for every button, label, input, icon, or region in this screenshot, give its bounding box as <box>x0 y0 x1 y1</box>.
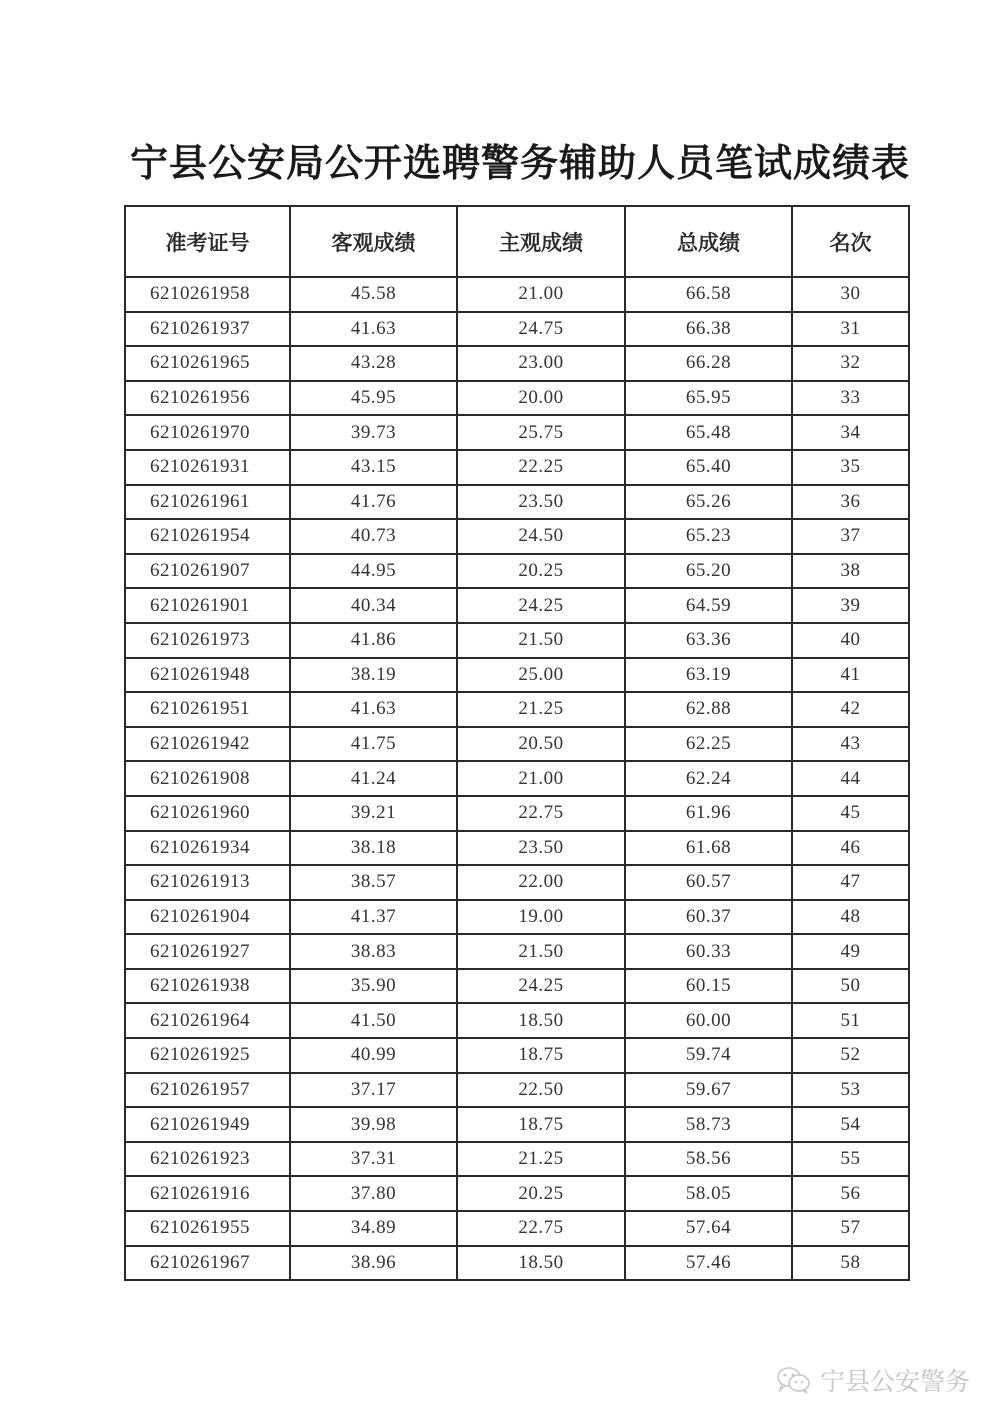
table-row <box>125 554 909 589</box>
cell-objective-score: 37.31 <box>290 1142 457 1177</box>
cell-exam-id: 6210261965 <box>125 346 290 381</box>
header-total-score: 总成绩 <box>625 206 792 277</box>
cell-subjective-score: 18.50 <box>457 1246 625 1281</box>
cell-total-score: 65.26 <box>625 485 792 520</box>
cell-total-score: 63.36 <box>625 623 792 658</box>
cell-objective-score: 38.57 <box>290 865 457 900</box>
cell-objective-score: 41.75 <box>290 727 457 762</box>
cell-objective-score: 40.73 <box>290 519 457 554</box>
table-row <box>125 865 909 900</box>
cell-subjective-score: 22.25 <box>457 450 625 485</box>
table-row <box>125 1073 909 1108</box>
cell-rank: 36 <box>792 485 909 520</box>
cell-total-score: 66.58 <box>625 277 792 312</box>
cell-objective-score: 41.86 <box>290 623 457 658</box>
cell-subjective-score: 23.00 <box>457 346 625 381</box>
cell-subjective-score: 22.00 <box>457 865 625 900</box>
cell-total-score: 57.46 <box>625 1246 792 1281</box>
cell-rank: 32 <box>792 346 909 381</box>
watermark-text: 宁县公安警务 <box>819 1367 970 1396</box>
cell-subjective-score: 20.50 <box>457 727 625 762</box>
cell-exam-id: 6210261957 <box>125 1073 290 1108</box>
cell-rank: 46 <box>792 831 909 866</box>
cell-objective-score: 41.37 <box>290 900 457 935</box>
cell-exam-id: 6210261904 <box>125 900 290 935</box>
cell-rank: 33 <box>792 381 909 416</box>
cell-rank: 54 <box>792 1107 909 1142</box>
cell-exam-id: 6210261949 <box>125 1107 290 1142</box>
cell-subjective-score: 24.25 <box>457 969 625 1004</box>
cell-rank: 49 <box>792 934 909 969</box>
table-row <box>125 588 909 623</box>
cell-objective-score: 41.63 <box>290 312 457 347</box>
header-exam-id: 准考证号 <box>125 206 290 277</box>
cell-exam-id: 6210261907 <box>125 554 290 589</box>
cell-exam-id: 6210261964 <box>125 1003 290 1038</box>
cell-exam-id: 6210261955 <box>125 1211 290 1246</box>
table-row <box>125 1246 909 1281</box>
cell-subjective-score: 21.00 <box>457 761 625 796</box>
cell-exam-id: 6210261970 <box>125 415 290 450</box>
table-row <box>125 381 909 416</box>
table-row <box>125 692 909 727</box>
cell-subjective-score: 18.50 <box>457 1003 625 1038</box>
cell-exam-id: 6210261901 <box>125 588 290 623</box>
cell-exam-id: 6210261960 <box>125 796 290 831</box>
table-row <box>125 727 909 762</box>
cell-objective-score: 41.63 <box>290 692 457 727</box>
cell-total-score: 60.15 <box>625 969 792 1004</box>
header-rank: 名次 <box>792 206 909 277</box>
cell-objective-score: 39.98 <box>290 1107 457 1142</box>
cell-rank: 56 <box>792 1176 909 1211</box>
cell-subjective-score: 25.00 <box>457 658 625 693</box>
cell-objective-score: 38.96 <box>290 1246 457 1281</box>
cell-exam-id: 6210261948 <box>125 658 290 693</box>
cell-subjective-score: 21.25 <box>457 1142 625 1177</box>
cell-total-score: 58.73 <box>625 1107 792 1142</box>
cell-subjective-score: 22.75 <box>457 1211 625 1246</box>
cell-rank: 40 <box>792 623 909 658</box>
cell-rank: 50 <box>792 969 909 1004</box>
cell-subjective-score: 21.25 <box>457 692 625 727</box>
cell-exam-id: 6210261973 <box>125 623 290 658</box>
cell-total-score: 61.68 <box>625 831 792 866</box>
cell-objective-score: 43.28 <box>290 346 457 381</box>
cell-objective-score: 41.24 <box>290 761 457 796</box>
cell-rank: 52 <box>792 1038 909 1073</box>
cell-subjective-score: 22.50 <box>457 1073 625 1108</box>
cell-subjective-score: 20.25 <box>457 554 625 589</box>
cell-rank: 43 <box>792 727 909 762</box>
table-row <box>125 934 909 969</box>
cell-exam-id: 6210261951 <box>125 692 290 727</box>
cell-exam-id: 6210261958 <box>125 277 290 312</box>
table-row <box>125 623 909 658</box>
cell-objective-score: 41.76 <box>290 485 457 520</box>
cell-exam-id: 6210261942 <box>125 727 290 762</box>
cell-total-score: 64.59 <box>625 588 792 623</box>
cell-objective-score: 38.83 <box>290 934 457 969</box>
cell-rank: 45 <box>792 796 909 831</box>
cell-subjective-score: 24.75 <box>457 312 625 347</box>
cell-exam-id: 6210261956 <box>125 381 290 416</box>
cell-objective-score: 40.99 <box>290 1038 457 1073</box>
cell-rank: 48 <box>792 900 909 935</box>
cell-objective-score: 39.21 <box>290 796 457 831</box>
cell-objective-score: 40.34 <box>290 588 457 623</box>
document-title: 宁县公安局公开选聘警务辅助人员笔试成绩表 <box>129 140 910 185</box>
table-row <box>125 450 909 485</box>
cell-exam-id: 6210261923 <box>125 1142 290 1177</box>
cell-objective-score: 38.19 <box>290 658 457 693</box>
cell-objective-score: 41.50 <box>290 1003 457 1038</box>
cell-subjective-score: 19.00 <box>457 900 625 935</box>
cell-exam-id: 6210261927 <box>125 934 290 969</box>
table-row <box>125 277 909 312</box>
cell-rank: 47 <box>792 865 909 900</box>
cell-total-score: 62.24 <box>625 761 792 796</box>
header-objective-score: 客观成绩 <box>290 206 457 277</box>
table-row <box>125 831 909 866</box>
cell-total-score: 58.05 <box>625 1176 792 1211</box>
cell-objective-score: 37.17 <box>290 1073 457 1108</box>
table-row <box>125 1176 909 1211</box>
cell-subjective-score: 20.25 <box>457 1176 625 1211</box>
cell-objective-score: 43.15 <box>290 450 457 485</box>
table-row <box>125 346 909 381</box>
cell-total-score: 58.56 <box>625 1142 792 1177</box>
cell-rank: 58 <box>792 1246 909 1281</box>
cell-rank: 51 <box>792 1003 909 1038</box>
cell-subjective-score: 24.25 <box>457 588 625 623</box>
table-row <box>125 485 909 520</box>
cell-total-score: 60.37 <box>625 900 792 935</box>
cell-total-score: 60.00 <box>625 1003 792 1038</box>
cell-rank: 42 <box>792 692 909 727</box>
cell-objective-score: 38.18 <box>290 831 457 866</box>
table-row <box>125 658 909 693</box>
cell-exam-id: 6210261913 <box>125 865 290 900</box>
cell-total-score: 60.57 <box>625 865 792 900</box>
cell-exam-id: 6210261938 <box>125 969 290 1004</box>
cell-total-score: 66.28 <box>625 346 792 381</box>
table-row <box>125 969 909 1004</box>
cell-subjective-score: 21.50 <box>457 934 625 969</box>
table-header-row <box>125 206 909 277</box>
cell-total-score: 61.96 <box>625 796 792 831</box>
cell-objective-score: 34.89 <box>290 1211 457 1246</box>
cell-rank: 31 <box>792 312 909 347</box>
cell-rank: 35 <box>792 450 909 485</box>
cell-subjective-score: 18.75 <box>457 1038 625 1073</box>
table-row <box>125 1211 909 1246</box>
cell-objective-score: 44.95 <box>290 554 457 589</box>
cell-exam-id: 6210261967 <box>125 1246 290 1281</box>
cell-exam-id: 6210261916 <box>125 1176 290 1211</box>
cell-subjective-score: 18.75 <box>457 1107 625 1142</box>
cell-total-score: 57.64 <box>625 1211 792 1246</box>
cell-subjective-score: 25.75 <box>457 415 625 450</box>
cell-subjective-score: 21.50 <box>457 623 625 658</box>
cell-subjective-score: 21.00 <box>457 277 625 312</box>
scores-table <box>124 205 910 1281</box>
cell-objective-score: 45.58 <box>290 277 457 312</box>
cell-exam-id: 6210261934 <box>125 831 290 866</box>
cell-exam-id: 6210261931 <box>125 450 290 485</box>
cell-objective-score: 37.80 <box>290 1176 457 1211</box>
table-row <box>125 1003 909 1038</box>
cell-rank: 34 <box>792 415 909 450</box>
cell-total-score: 65.95 <box>625 381 792 416</box>
table-row <box>125 1038 909 1073</box>
cell-rank: 55 <box>792 1142 909 1177</box>
cell-rank: 53 <box>792 1073 909 1108</box>
cell-total-score: 66.38 <box>625 312 792 347</box>
cell-subjective-score: 24.50 <box>457 519 625 554</box>
cell-rank: 41 <box>792 658 909 693</box>
cell-subjective-score: 23.50 <box>457 485 625 520</box>
cell-total-score: 62.25 <box>625 727 792 762</box>
cell-objective-score: 35.90 <box>290 969 457 1004</box>
cell-rank: 39 <box>792 588 909 623</box>
watermark <box>776 1362 970 1398</box>
cell-total-score: 60.33 <box>625 934 792 969</box>
cell-rank: 37 <box>792 519 909 554</box>
cell-objective-score: 39.73 <box>290 415 457 450</box>
cell-subjective-score: 20.00 <box>457 381 625 416</box>
table-row <box>125 761 909 796</box>
table-row <box>125 415 909 450</box>
table-row <box>125 519 909 554</box>
cell-objective-score: 45.95 <box>290 381 457 416</box>
cell-subjective-score: 22.75 <box>457 796 625 831</box>
table-row <box>125 312 909 347</box>
table-row <box>125 1107 909 1142</box>
cell-total-score: 63.19 <box>625 658 792 693</box>
cell-rank: 44 <box>792 761 909 796</box>
table-row <box>125 796 909 831</box>
cell-subjective-score: 23.50 <box>457 831 625 866</box>
header-subjective-score: 主观成绩 <box>457 206 625 277</box>
cell-exam-id: 6210261925 <box>125 1038 290 1073</box>
cell-total-score: 65.20 <box>625 554 792 589</box>
cell-total-score: 59.67 <box>625 1073 792 1108</box>
cell-exam-id: 6210261908 <box>125 761 290 796</box>
cell-total-score: 65.40 <box>625 450 792 485</box>
cell-rank: 57 <box>792 1211 909 1246</box>
cell-exam-id: 6210261954 <box>125 519 290 554</box>
cell-total-score: 62.88 <box>625 692 792 727</box>
cell-total-score: 65.23 <box>625 519 792 554</box>
table-body <box>125 277 909 1280</box>
cell-exam-id: 6210261961 <box>125 485 290 520</box>
cell-exam-id: 6210261937 <box>125 312 290 347</box>
table-row <box>125 1142 909 1177</box>
cell-total-score: 65.48 <box>625 415 792 450</box>
cell-rank: 38 <box>792 554 909 589</box>
cell-total-score: 59.74 <box>625 1038 792 1073</box>
wechat-icon <box>776 1365 812 1395</box>
cell-rank: 30 <box>792 277 909 312</box>
table-row <box>125 900 909 935</box>
